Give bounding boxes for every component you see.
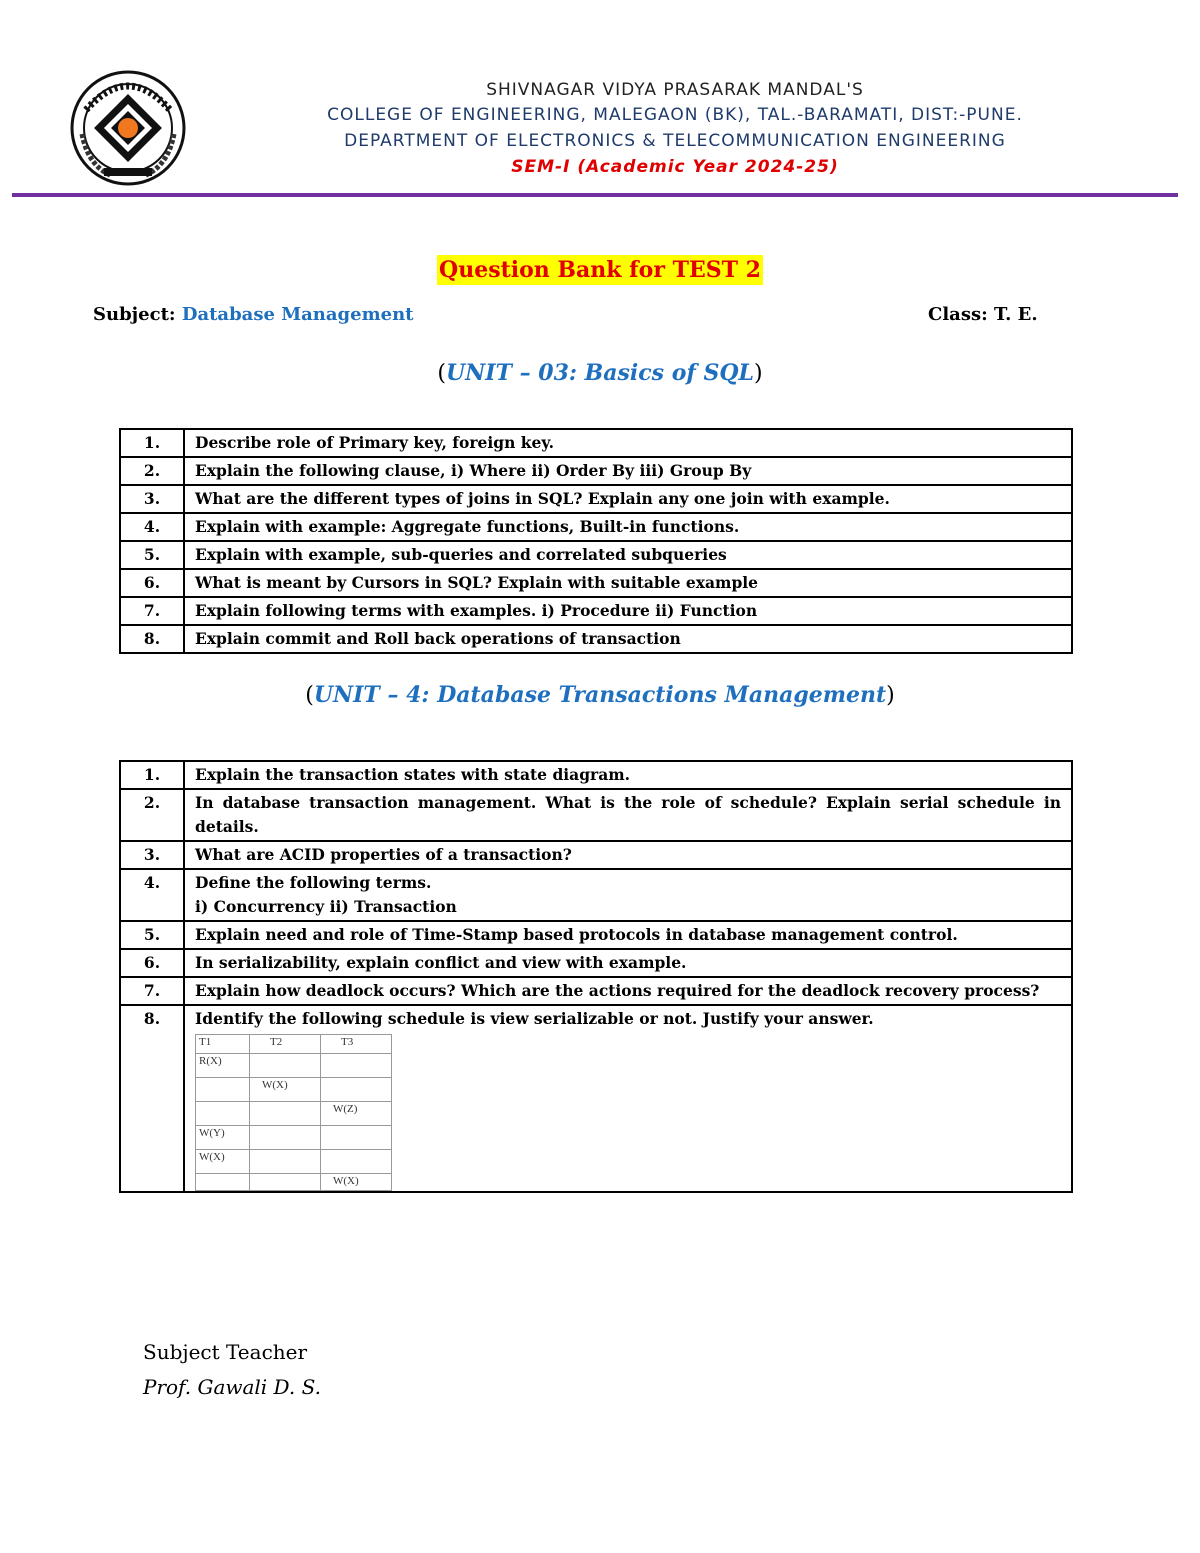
question-number: 3. [120, 841, 184, 869]
table-row [120, 949, 1072, 977]
header-mandal-name: SHIVNAGAR VIDYA PRASARAK MANDAL'S [486, 80, 864, 100]
question-text: Explain following terms with examples. i) Procedure ii) Function [184, 597, 1072, 625]
schedule-cell [250, 1150, 321, 1174]
schedule-cell: W(Z) [321, 1102, 392, 1126]
header-department: DEPARTMENT OF ELECTRONICS & TELECOMMUNICATION ENGINEERING [344, 131, 1006, 151]
schedule-cell: W(X) [196, 1150, 250, 1174]
schedule-cell [250, 1102, 321, 1126]
table-row [120, 789, 1072, 841]
unit3-open-paren: ( [437, 361, 446, 386]
question-text: What are ACID properties of a transaction? [184, 841, 1072, 869]
table-row [120, 597, 1072, 625]
question-number: 2. [120, 457, 184, 485]
schedule-row [196, 1078, 392, 1102]
question-text: Describe role of Primary key, foreign key. [184, 429, 1072, 457]
subject-label: Subject: [93, 304, 176, 325]
question-number: 8. [120, 625, 184, 653]
header-divider [12, 193, 1178, 197]
question-text: Explain the transaction states with state diagram. [184, 761, 1072, 789]
schedule-cell [321, 1054, 392, 1078]
question-number: 7. [120, 977, 184, 1005]
schedule-cell [196, 1102, 250, 1126]
question-text-line2: i) Concurrency ii) Transaction [195, 897, 457, 916]
schedule-cell: R(X) [196, 1054, 250, 1078]
table-row [120, 513, 1072, 541]
schedule-row [196, 1102, 392, 1126]
schedule-cell: W(Y) [196, 1126, 250, 1150]
question-text: In database transaction management. What is the role of schedule? Explain serial schedule in details. [184, 789, 1072, 841]
question-text-line1: Define the following terms. [195, 873, 432, 892]
schedule-row [196, 1054, 392, 1078]
question-number: 4. [120, 513, 184, 541]
signature-role: Subject Teacher [143, 1340, 308, 1364]
schedule-header-cell: T1 [196, 1035, 250, 1054]
schedule-row [196, 1126, 392, 1150]
subject-value: Database Management [181, 304, 414, 325]
question-text: Explain need and role of Time-Stamp based protocols in database management control. [184, 921, 1072, 949]
question-text: Explain with example, sub-queries and correlated subqueries [184, 541, 1072, 569]
class-value: T. E. [994, 304, 1038, 325]
schedule-header-cell: T3 [321, 1035, 392, 1054]
question-text: What is meant by Cursors in SQL? Explain with suitable example [184, 569, 1072, 597]
question-number: 7. [120, 597, 184, 625]
question-text: Explain the following clause, i) Where ii) Order By iii) Group By [184, 457, 1072, 485]
schedule-cell [321, 1150, 392, 1174]
question-text: What are the different types of joins in SQL? Explain any one join with example. [184, 485, 1072, 513]
question-text [184, 869, 1072, 921]
unit3-heading-line [0, 360, 1200, 386]
question-number: 5. [120, 921, 184, 949]
table-row [120, 541, 1072, 569]
question-number: 6. [120, 569, 184, 597]
unit4-heading: UNIT – 4: Database Transactions Management [313, 682, 887, 708]
question-number: 1. [120, 429, 184, 457]
class-line [928, 304, 1038, 325]
table-row [120, 869, 1072, 921]
schedule-cell [321, 1126, 392, 1150]
unit4-open-paren: ( [305, 683, 314, 708]
class-label: Class: [928, 304, 988, 325]
question-text-line1: Identify the following schedule is view serializable or not. Justify your answer. [195, 1009, 874, 1028]
page-title: Question Bank for TEST 2 [439, 257, 761, 283]
unit3-heading: UNIT – 03: Basics of SQL [445, 360, 755, 386]
question-text: Explain commit and Roll back operations of transaction [184, 625, 1072, 653]
subject-line [93, 304, 413, 325]
question-text [184, 1005, 1072, 1192]
unit3-close-paren: ) [754, 361, 763, 386]
question-text: In serializability, explain conflict and view with example. [184, 949, 1072, 977]
signature-name: Prof. Gawali D. S. [143, 1375, 321, 1399]
schedule-cell [250, 1174, 321, 1191]
table-row [120, 485, 1072, 513]
header-semester: SEM-I (Academic Year 2024-25) [511, 157, 839, 177]
question-number: 5. [120, 541, 184, 569]
schedule-header-cell: T2 [250, 1035, 321, 1054]
schedule-cell [250, 1126, 321, 1150]
unit4-question-table [119, 760, 1073, 1193]
schedule-row [196, 1174, 392, 1191]
table-row [120, 1005, 1072, 1192]
page-title-wrap [0, 255, 1200, 285]
table-row [120, 429, 1072, 457]
schedule-cell: W(X) [321, 1174, 392, 1191]
header-college-name: COLLEGE OF ENGINEERING, MALEGAON (BK), TAL.-BARAMATI, DIST:-PUNE. [327, 105, 1023, 125]
schedule-table [195, 1034, 392, 1191]
question-number: 3. [120, 485, 184, 513]
schedule-cell: W(X) [250, 1078, 321, 1102]
schedule-cell [196, 1174, 250, 1191]
schedule-cell [250, 1054, 321, 1078]
question-number: 1. [120, 761, 184, 789]
table-row [120, 977, 1072, 1005]
table-row [120, 457, 1072, 485]
question-number: 2. [120, 789, 184, 841]
unit4-heading-line [0, 682, 1200, 708]
question-number: 6. [120, 949, 184, 977]
schedule-cell [321, 1078, 392, 1102]
schedule-cell [196, 1078, 250, 1102]
question-number: 8. [120, 1005, 184, 1192]
question-number: 4. [120, 869, 184, 921]
question-text: Explain how deadlock occurs? Which are the actions required for the deadlock recovery process? [184, 977, 1072, 1005]
table-row [120, 921, 1072, 949]
table-row [120, 625, 1072, 653]
schedule-header-row [196, 1035, 392, 1054]
question-text: Explain with example: Aggregate functions, Built-in functions. [184, 513, 1072, 541]
table-row [120, 569, 1072, 597]
table-row [120, 841, 1072, 869]
schedule-row [196, 1150, 392, 1174]
table-row [120, 761, 1072, 789]
unit4-close-paren: ) [886, 683, 895, 708]
unit3-question-table [119, 428, 1073, 654]
